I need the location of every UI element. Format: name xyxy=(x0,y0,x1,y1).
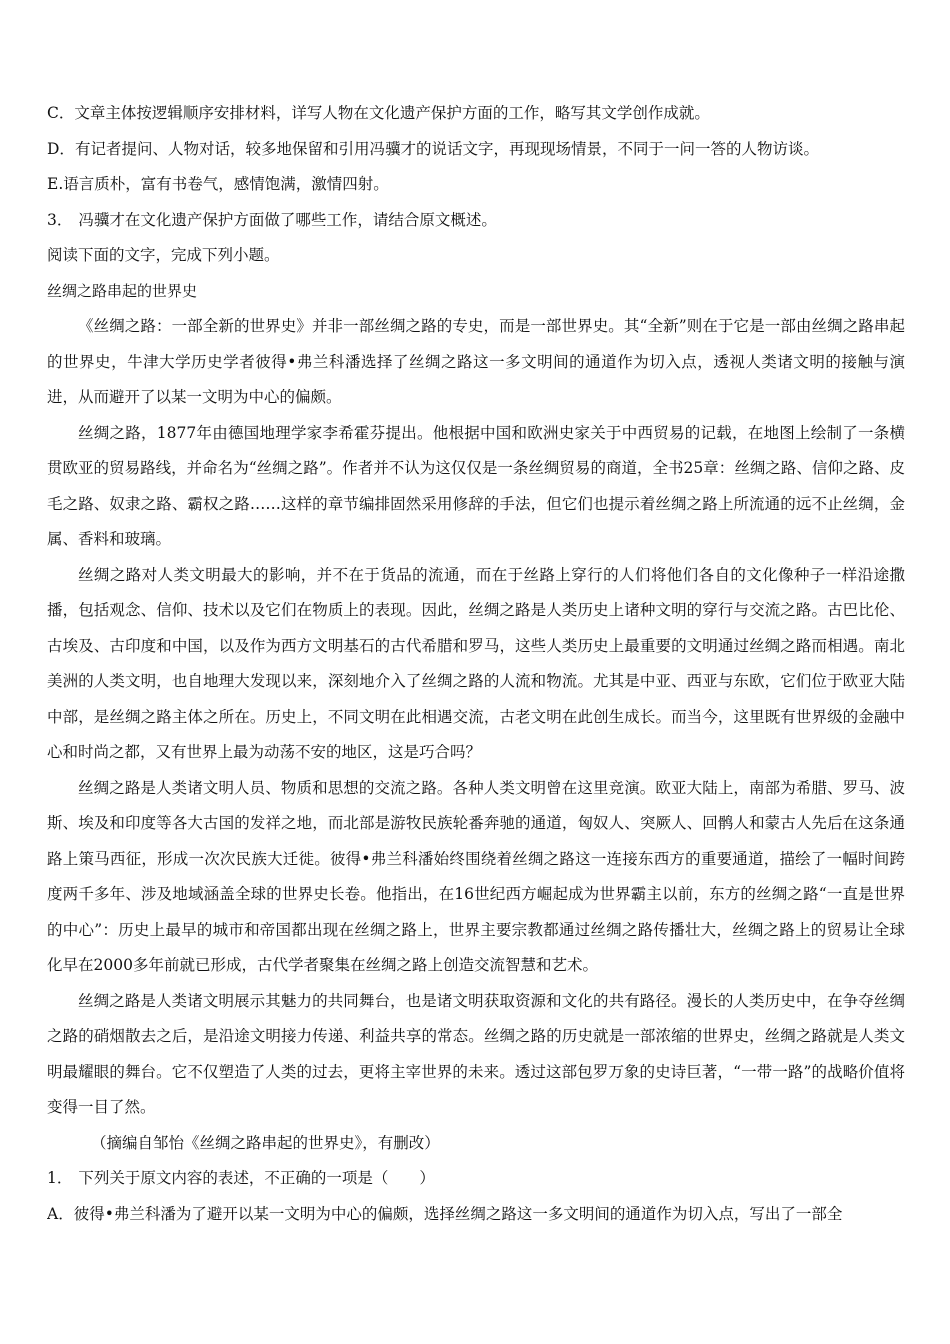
question-1 xyxy=(47,1161,905,1197)
option-letter: E. xyxy=(47,175,64,193)
article-paragraph-1: 《丝绸之路：一部全新的世界史》并非一部丝绸之路的专史，而是一部世界史。其“全新”则在于它是一部由丝绸之路串起的世界史，牛津大学历史学者彼得•弗兰科潘选择了丝绸之路这一多文明间的通道作为切入点，透视人类诸文明的接触与演进，从而避开了以某一文明为中心的偏颇。 xyxy=(47,317,905,406)
article-paragraph-5: 丝绸之路是人类诸文明展示其魅力的共同舞台，也是诸文明获取资源和文化的共有路径。漫长的人类历史中，在争夺丝绸之路的硝烟散去之后，是沿途文明接力传递、利益共享的常态。丝绸之路的历史就是一部浓缩的世界史，丝绸之路就是人类文明最耀眼的舞台。它不仅塑造了人类的过去，更将主宰世界的未来。透过这部包罗万象的史诗巨著，“一带一路”的战略价值将变得一目了然。 xyxy=(47,991,905,1116)
option-e xyxy=(47,167,905,203)
article-paragraph-2: 丝绸之路，1877年由德国地理学家李希霍芬提出。他根据中国和欧洲史家关于中西贸易的记载，在地图上绘制了一条横贯欧亚的贸易路线，并命名为“丝绸之路”。作者并不认为这仅仅是一条丝绸贸易的商道，全书25章：丝绸之路、信仰之路、皮毛之路、奴隶之路、霸权之路……这样的章节编排固然采用修辞的手法，但它们也提示着丝绸之路上所流通的远不止丝绸，金属、香料和玻璃。 xyxy=(47,423,905,548)
option-text: 有记者提问、人物对话，较多地保留和引用冯骥才的说话文字，再现现场情景，不同于一问一答的人物访谈。 xyxy=(74,139,819,158)
document-page xyxy=(47,96,905,1232)
option-a xyxy=(47,1197,905,1233)
option-text: 语言质朴，富有书卷气，感情饱满，激情四射。 xyxy=(63,175,389,193)
option-letter: A． xyxy=(47,1204,74,1223)
article-paragraph-3: 丝绸之路对人类文明最大的影响，并不在于货品的流通，而在于丝路上穿行的人们将他们各自的文化像种子一样沿途撒播，包括观念、信仰、技术以及它们在物质上的表现。因此，丝绸之路是人类历史上诸种文明的穿行与交流之路。古巴比伦、古埃及、古印度和中国，以及作为西方文明基石的古代希腊和罗马，这些人类历史上最重要的文明通过丝绸之路而相遇。南北美洲的人类文明，也自地理大发现以来，深刻地介入了丝绸之路的人流和物流。尤其是中亚、西亚与东欧，它们位于欧亚大陆中部，是丝绸之路主体之所在。历史上，不同文明在此相遇交流，古老文明在此创生成长。而当今，这里既有世界级的金融中心和时尚之都，又有世界上最为动荡不安的地区，这是巧合吗？ xyxy=(47,565,905,761)
question-text: 下列关于原文内容的表述，不正确的一项是（ ） xyxy=(78,1169,435,1187)
reading-instruction: 阅读下面的文字，完成下列小题。 xyxy=(47,246,280,264)
option-c xyxy=(47,96,905,132)
article-title: 丝绸之路串起的世界史 xyxy=(47,281,198,300)
option-text: 文章主体按逻辑顺序安排材料，详写人物在文化遗产保护方面的工作，略写其文学创作成就。 xyxy=(74,104,710,122)
option-d xyxy=(47,132,905,168)
option-text: 彼得•弗兰科潘为了避开以某一文明为中心的偏颇，选择丝绸之路这一多文明间的通道作为切入点，写出了一部全 xyxy=(73,1204,843,1223)
article-paragraph-4: 丝绸之路是人类诸文明人员、物质和思想的交流之路。各种人类文明曾在这里竞演。欧亚大陆上，南部为希腊、罗马、波斯、埃及和印度等各大古国的发祥之地，而北部是游牧民族轮番奔驰的通道，匈奴人、突厥人、回鹘人和蒙古人先后在这条通路上策马西征，形成一次次民族大迁徙。彼得•弗兰科潘始终围绕着丝绸之路这一连接东西方的重要通道，描绘了一幅时间跨度两千多年、涉及地域涵盖全球的世界史长卷。他指出，在16世纪西方崛起成为世界霸主以前，东方的丝绸之路“一直是世界的中心”：历史上最早的城市和帝国都出现在丝绸之路上，世界主要宗教都通过丝绸之路传播壮大，丝绸之路上的贸易让全球化早在2000多年前就已形成，古代学者聚集在丝绸之路上创造交流智慧和艺术。 xyxy=(47,778,905,974)
question-text: 冯骥才在文化遗产保护方面做了哪些工作，请结合原文概述。 xyxy=(78,210,497,229)
option-letter: C． xyxy=(47,104,75,122)
question-number: 1． xyxy=(47,1169,73,1187)
question-number: 3． xyxy=(47,210,73,229)
article-source: （摘编自邹怡《丝绸之路串起的世界史》，有删改） xyxy=(91,1133,440,1152)
option-letter: D． xyxy=(47,139,75,158)
question-3 xyxy=(47,203,905,239)
